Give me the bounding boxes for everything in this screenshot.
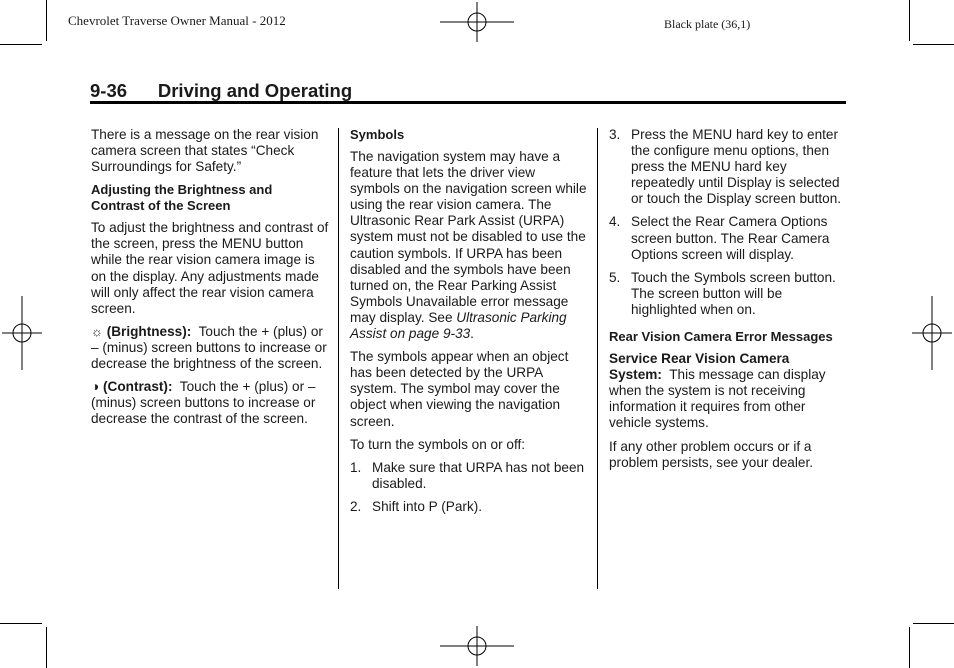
step-text: Press the MENU hard key to enter the configure menu options, then press the MENU hard key repeatedly until Display is selected or touch the Display screen button.	[631, 127, 842, 207]
steps-list	[609, 127, 847, 318]
registration-mark-left	[2, 296, 42, 370]
registration-mark-right	[912, 296, 952, 370]
period: .	[470, 326, 474, 342]
subheading-error-messages: Rear Vision Camera Error Messages	[609, 329, 833, 345]
list-item	[350, 499, 588, 515]
registration-mark-bottom	[440, 626, 514, 666]
page-heading	[90, 80, 352, 102]
column-3	[609, 127, 847, 478]
list-item	[609, 127, 847, 207]
heading-rule	[90, 101, 846, 104]
column-2	[350, 127, 588, 522]
paragraph: There is a message on the rear vision camera screen that states “Check Surroundings for Safety.”	[91, 127, 319, 175]
service-paragraph	[609, 351, 847, 431]
paragraph: To turn the symbols on or off:	[350, 436, 526, 452]
paragraph: To adjust the brightness and contrast of the screen, press the MENU button while the rear vision camera image is on the display. Any adjustments made will only affect the rear vision camera screen.	[91, 220, 329, 316]
step-number: 3.	[609, 127, 621, 142]
step-text: Shift into P (Park).	[372, 498, 483, 514]
step-text: Touch the Symbols screen button. The screen button will be highlighted when on.	[631, 269, 836, 317]
column-1	[91, 127, 329, 434]
list-item	[350, 460, 588, 492]
column-divider-2	[597, 128, 598, 589]
step-text: Make sure that URPA has not been disabled.	[372, 459, 585, 491]
brightness-text: Touch the + (plus) or – (minus) screen buttons to increase or decrease the brightness of the screen.	[91, 323, 327, 372]
brightness-paragraph	[91, 324, 329, 372]
contrast-icon: ◑	[91, 379, 100, 395]
contrast-label: (Contrast):	[103, 379, 173, 395]
service-label: Service Rear Vision Camera System:	[609, 351, 790, 383]
manual-title: Chevrolet Traverse Owner Manual - 2012	[68, 13, 286, 28]
paragraph: If any other problem occurs or if a problem persists, see your dealer.	[609, 438, 814, 470]
step-number: 2.	[350, 498, 362, 514]
step-number: 4.	[609, 214, 621, 230]
subheading-symbols: Symbols	[350, 127, 405, 142]
symbols-text: The navigation system may have a feature that lets the driver view symbols on the navigation screen while using the rear vision camera. The Ultrasonic Rear Park Assist (URPA) system must not be disabled to use the caution symbols. If URPA has been disabled and the symbols have been turned on, the Rear Parking Assist Symbols Unavailable error message may display. See	[350, 149, 587, 325]
list-item	[609, 214, 847, 262]
registration-mark-top	[440, 2, 514, 42]
subheading-brightness-contrast: Adjusting the Brightness and Contrast of the Screen	[91, 182, 273, 214]
list-item	[609, 270, 847, 318]
step-number: 1.	[350, 459, 362, 475]
section-title: Driving and Operating	[157, 80, 353, 101]
brightness-label: (Brightness):	[106, 323, 192, 339]
cross-reference-link[interactable]: Ultrasonic Parking Assist on page 9-33	[350, 309, 567, 342]
plate-label: Black plate (36,1)	[664, 17, 751, 31]
contrast-text: Touch the + (plus) or – (minus) screen buttons to increase or decrease the contrast of the screen.	[91, 379, 316, 427]
column-divider-1	[338, 128, 339, 589]
symbols-paragraph	[350, 149, 588, 342]
brightness-icon: ☼	[91, 323, 103, 339]
paragraph: The symbols appear when an object has been detected by the URPA system. The symbol may cover the object when viewing the navigation screen.	[350, 349, 569, 429]
service-text: This message can display when the system is not receiving information it requires from other vehicle systems.	[609, 367, 826, 431]
contrast-paragraph	[91, 379, 329, 427]
step-number: 5.	[609, 269, 621, 285]
steps-list	[350, 460, 588, 515]
page-number: 9-36	[90, 80, 128, 101]
step-text: Select the Rear Camera Options screen button. The Rear Camera Options screen will display.	[631, 214, 830, 262]
